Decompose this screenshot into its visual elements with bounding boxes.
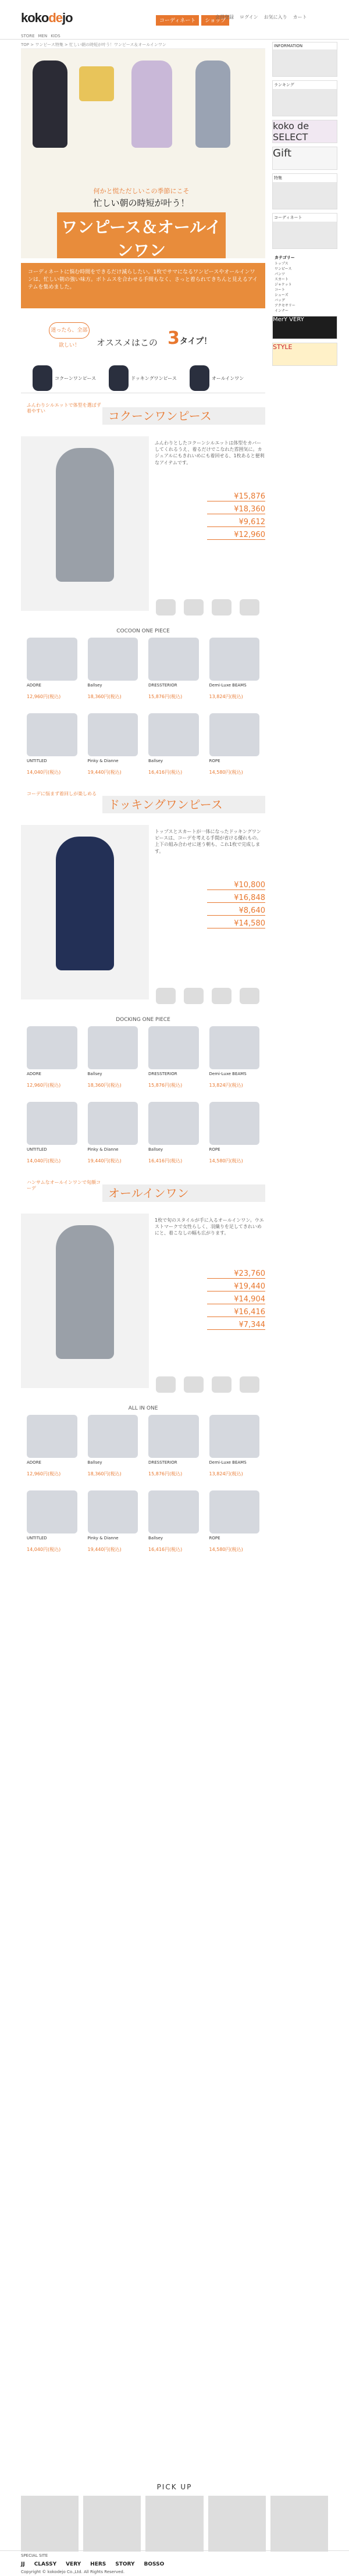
- intro-text: コーディネートに悩む時間をできるだけ減らしたい。1枚でサマになるワンピースやオールインワンは、忙しい朝の強い味方。ボトムスを合わせる手間もなく、さっと着られてきちんと見えるアイテムを集めました。: [21, 263, 265, 308]
- product-grid: [21, 1026, 265, 1170]
- sub-nav: [21, 34, 60, 38]
- product-name: Ballsey: [87, 1072, 102, 1076]
- product-card[interactable]: [88, 1415, 138, 1483]
- product-name: ADORE: [27, 1072, 41, 1076]
- related-item[interactable]: [184, 1376, 204, 1393]
- product-name: Pinky & Dianne: [87, 1147, 119, 1152]
- section-title: コクーンワンピース: [102, 407, 265, 425]
- top-link[interactable]: お気に入り: [263, 15, 287, 20]
- type-label: ドッキングワンピース: [131, 375, 177, 381]
- category-heading: カテゴリー: [275, 255, 295, 260]
- sub-nav-item[interactable]: MEN: [38, 34, 48, 38]
- product-image: [27, 1102, 77, 1145]
- product-card[interactable]: [148, 638, 199, 706]
- feature-photo: [21, 436, 149, 611]
- price-item: [207, 518, 265, 527]
- sidebar-box[interactable]: [272, 42, 337, 77]
- related-item[interactable]: [212, 1376, 232, 1393]
- product-price: 15,876円(税込): [148, 1083, 183, 1088]
- hero-title: ワンピース＆オールインワン: [57, 212, 226, 258]
- hero-line1: 何かと慌ただしいこの季節にこそ: [93, 187, 190, 195]
- price-value: ¥9,612: [238, 518, 265, 526]
- product-price: 16,416円(税込): [148, 770, 183, 775]
- price-item: [207, 492, 265, 501]
- top-link[interactable]: カート: [293, 15, 307, 20]
- product-card[interactable]: [27, 638, 77, 706]
- feature-block: [21, 1214, 265, 1400]
- feature-description: ふんわりとしたコクーンシルエットは体型をカバーしてくれるうえ、着るだけでこなれた雰囲気に。カジュアルにもきれいめにも着回せる、1枚あると便利なアイテムです。: [155, 440, 265, 465]
- price-item: [207, 1269, 265, 1279]
- feature-block: [21, 436, 265, 622]
- price-value: ¥12,960: [234, 531, 265, 539]
- category-item[interactable]: ジャケット: [275, 282, 292, 287]
- garment-image: [56, 837, 114, 970]
- related-item[interactable]: [240, 599, 259, 615]
- product-price: 14,580円(税込): [209, 1158, 243, 1164]
- product-card[interactable]: [209, 1102, 260, 1170]
- feature-sections: [21, 400, 265, 1559]
- product-name: Ballsey: [148, 1147, 163, 1152]
- sidebar-box-body: [273, 182, 337, 209]
- related-item[interactable]: [156, 988, 176, 1004]
- logo-dot: de: [48, 10, 63, 25]
- top-nav-item[interactable]: ショップ: [201, 15, 229, 26]
- sidebar-banner[interactable]: STYLE: [272, 343, 337, 366]
- product-image: [27, 1490, 77, 1533]
- product-price: 18,360円(税込): [87, 694, 122, 699]
- product-card[interactable]: [209, 1026, 260, 1095]
- product-card[interactable]: [88, 638, 138, 706]
- related-item[interactable]: [156, 1376, 176, 1393]
- price-item: [207, 906, 265, 916]
- category-list: [272, 252, 337, 316]
- product-name: Demi-Luxe BEAMS: [209, 683, 247, 688]
- type-docking[interactable]: [109, 365, 177, 391]
- site-footer: [0, 2550, 349, 2576]
- product-image: [148, 713, 199, 756]
- product-name: UNTITLED: [27, 759, 47, 763]
- pickup-heading: PICK UP: [156, 2483, 193, 2491]
- pickup-item[interactable]: [208, 2496, 266, 2552]
- product-card[interactable]: [88, 1026, 138, 1095]
- product-card[interactable]: [27, 1102, 77, 1170]
- product-name: DRESSTERIOR: [148, 683, 177, 688]
- sidebar-box-body: [273, 222, 337, 248]
- top-links: [215, 14, 307, 20]
- feature-photo: [21, 825, 149, 999]
- price-value: ¥10,800: [234, 881, 265, 889]
- hero-copy: [57, 186, 226, 258]
- section-header: [21, 400, 265, 432]
- price-value: ¥18,360: [234, 505, 265, 514]
- pickup-section: [21, 2483, 328, 2552]
- top-link[interactable]: 会員登録: [215, 15, 234, 20]
- dress-image: [195, 61, 230, 148]
- type-thumb: [190, 365, 209, 391]
- product-card[interactable]: [209, 1415, 260, 1483]
- sidebar-box-title: コーディネート: [273, 214, 337, 222]
- product-price: 15,876円(税込): [148, 694, 183, 699]
- footer-logo[interactable]: STORY: [115, 2561, 135, 2567]
- product-price: 12,960円(税込): [27, 694, 61, 699]
- choose-bubble: 迷ったら、全部欲しい！: [49, 322, 90, 339]
- product-card[interactable]: [148, 1490, 199, 1559]
- related-items: [156, 1376, 259, 1393]
- logo-text: koko: [21, 10, 49, 25]
- product-price: 15,876円(税込): [148, 1471, 183, 1476]
- product-name: ADORE: [27, 683, 41, 688]
- section-tagline: ふんわりシルエットで体型を選ばず着やすい: [27, 403, 101, 414]
- product-price: 18,360円(税込): [87, 1471, 122, 1476]
- hero-line2: 忙しい朝の時短が叶う！: [93, 198, 190, 208]
- type-cocoon[interactable]: [33, 365, 96, 391]
- product-name: Ballsey: [148, 759, 163, 763]
- product-name: ROPE: [209, 1147, 220, 1152]
- hero-banner: [21, 49, 265, 258]
- related-item[interactable]: [184, 988, 204, 1004]
- product-name: DRESSTERIOR: [148, 1460, 177, 1465]
- price-item: [207, 1321, 265, 1330]
- sidebar-box[interactable]: [272, 173, 337, 209]
- product-name: Ballsey: [87, 1460, 102, 1465]
- price-value: ¥23,760: [234, 1269, 265, 1278]
- product-price: 13,824円(税込): [209, 1083, 243, 1088]
- breadcrumb: TOP > ワンピース特集 > 忙しい朝の時短が叶う！ワンピース＆オールインワン: [21, 42, 265, 49]
- product-name: ROPE: [209, 1536, 220, 1540]
- section-title: ドッキングワンピース: [102, 796, 265, 813]
- type-label: コクーンワンピース: [55, 375, 97, 381]
- grid-title: COCOON ONE PIECE: [116, 628, 170, 634]
- product-price: 14,040円(税込): [27, 770, 61, 775]
- product-name: DRESSTERIOR: [148, 1072, 177, 1076]
- product-image: [148, 1102, 199, 1145]
- product-image: [148, 1490, 199, 1533]
- price-value: ¥14,580: [234, 919, 265, 928]
- sidebar: [272, 42, 337, 369]
- sidebar-box-body: [273, 89, 337, 116]
- garment-image: [56, 448, 114, 582]
- pickup-item[interactable]: [270, 2496, 328, 2552]
- feature-section: [21, 1177, 265, 1559]
- product-price: 19,440円(税込): [87, 1547, 122, 1552]
- dress-image: [33, 61, 67, 148]
- price-item: [207, 894, 265, 903]
- product-price: 14,040円(税込): [27, 1158, 61, 1164]
- choose-section: [21, 312, 265, 393]
- price-value: ¥19,440: [234, 1282, 265, 1291]
- product-name: UNTITLED: [27, 1536, 47, 1540]
- product-card[interactable]: [88, 713, 138, 782]
- section-tagline: コーデに悩まず着回しが楽しめる: [27, 791, 97, 796]
- type-thumb: [33, 365, 52, 391]
- footer-logo[interactable]: BOSSO: [144, 2561, 165, 2567]
- section-header: [21, 789, 265, 820]
- category-item[interactable]: トップス: [275, 261, 289, 266]
- product-image: [148, 1415, 199, 1458]
- product-image: [88, 1415, 138, 1458]
- choose-count: [168, 328, 212, 348]
- product-image: [88, 713, 138, 756]
- related-items: [156, 988, 259, 1004]
- related-item[interactable]: [156, 599, 176, 615]
- section-title: オールインワン: [102, 1184, 265, 1202]
- product-card[interactable]: [209, 1490, 260, 1559]
- price-item: [207, 1308, 265, 1317]
- price-item: [207, 531, 265, 540]
- product-card[interactable]: [27, 1490, 77, 1559]
- product-card[interactable]: [148, 713, 199, 782]
- sidebar-box-title: INFORMATION: [273, 42, 337, 49]
- grid-title: DOCKING ONE PIECE: [116, 1017, 170, 1023]
- feature-description: トップスとスカートが一体になったドッキングワンピースは、コーデを考える手間が省ける優れもの。上下の組み合わせに迷う朝も、これ1枚で完成します。: [155, 829, 261, 854]
- product-card[interactable]: [148, 1026, 199, 1095]
- pickup-item[interactable]: [145, 2496, 203, 2552]
- pickup-item[interactable]: [83, 2496, 141, 2552]
- product-price: 12,960円(税込): [27, 1471, 61, 1476]
- dress-image: [131, 61, 172, 148]
- pickup-item[interactable]: [21, 2496, 79, 2552]
- choose-count-value: 3: [168, 328, 180, 348]
- category-items: [275, 261, 335, 314]
- related-item[interactable]: [240, 988, 259, 1004]
- product-card[interactable]: [209, 638, 260, 706]
- category-item[interactable]: パンツ: [275, 272, 286, 276]
- product-image: [209, 1490, 260, 1533]
- related-item[interactable]: [212, 988, 232, 1004]
- category-item[interactable]: シューズ: [275, 293, 289, 297]
- sidebar-banner[interactable]: MerY VERY: [272, 316, 337, 339]
- product-price: 18,360円(税込): [87, 1083, 122, 1088]
- product-price: 14,040円(税込): [27, 1547, 61, 1552]
- section-header: [21, 1177, 265, 1209]
- footer-logo[interactable]: CLASSY: [34, 2561, 57, 2567]
- choose-heading: [97, 336, 158, 348]
- feature-photo: [21, 1214, 149, 1388]
- product-card[interactable]: [148, 1415, 199, 1483]
- choose-suffix: タイプ！: [179, 337, 212, 346]
- price-item: [207, 919, 265, 928]
- product-name: UNTITLED: [27, 1147, 47, 1152]
- product-name: ADORE: [27, 1460, 41, 1465]
- sidebar-box-title: ランキング: [273, 81, 337, 89]
- price-list: [207, 1269, 265, 1333]
- price-value: ¥15,876: [234, 492, 265, 501]
- product-image: [88, 1490, 138, 1533]
- related-item[interactable]: [240, 1376, 259, 1393]
- price-value: ¥16,416: [234, 1308, 265, 1317]
- footer-logos: [21, 2561, 328, 2567]
- category-item[interactable]: アクセサリー: [275, 303, 295, 308]
- sidebar-box-body: [273, 49, 337, 76]
- product-name: ROPE: [209, 759, 220, 763]
- feature-section: [21, 789, 265, 1170]
- category-item[interactable]: コート: [275, 287, 286, 292]
- product-name: Ballsey: [87, 683, 102, 688]
- product-price: 14,580円(税込): [209, 770, 243, 775]
- site-header: [0, 0, 349, 40]
- product-image: [209, 713, 260, 756]
- sidebar-box-title: 特集: [273, 174, 337, 182]
- category-item[interactable]: ワンピース: [275, 266, 292, 271]
- section-tagline: ハンサムなオールインワンで旬顔コーデ: [27, 1180, 101, 1191]
- sidebar-box[interactable]: [272, 213, 337, 249]
- price-list: [207, 881, 265, 932]
- top-link[interactable]: ログイン: [240, 15, 258, 20]
- sidebar-banner[interactable]: koko de SELECT: [272, 120, 337, 143]
- product-card[interactable]: [27, 1026, 77, 1095]
- product-image: [148, 638, 199, 681]
- price-item: [207, 881, 265, 890]
- footer-logo[interactable]: HERS: [90, 2561, 106, 2567]
- type-list: [33, 365, 244, 391]
- product-card[interactable]: [27, 1415, 77, 1483]
- product-image: [209, 638, 260, 681]
- category-item[interactable]: スカート: [275, 277, 289, 282]
- product-price: 13,824円(税込): [209, 1471, 243, 1476]
- product-price: 13,824円(税込): [209, 694, 243, 699]
- price-item: [207, 505, 265, 514]
- product-card[interactable]: [209, 713, 260, 782]
- grid-title: ALL IN ONE: [128, 1406, 158, 1411]
- price-item: [207, 1282, 265, 1291]
- footer-label: SPECIAL SITE: [21, 2553, 48, 2558]
- product-price: 16,416円(税込): [148, 1547, 183, 1552]
- sub-nav-item[interactable]: STORE: [21, 34, 35, 38]
- sidebar-banner[interactable]: Gift: [272, 147, 337, 170]
- product-image: [209, 1026, 260, 1069]
- main-content: [21, 49, 265, 1559]
- price-item: [207, 1295, 265, 1304]
- product-image: [209, 1415, 260, 1458]
- logo-end: jo: [62, 10, 73, 25]
- product-name: Demi-Luxe BEAMS: [209, 1460, 247, 1465]
- footer-logo[interactable]: VERY: [66, 2561, 81, 2567]
- choose-heading-text: オススメはこの: [97, 337, 158, 348]
- garment-image: [56, 1225, 114, 1359]
- type-label: オールインワン: [211, 375, 244, 381]
- product-price: 14,580円(税込): [209, 1547, 243, 1552]
- footer-copyright: Copyright © kokodejo Co.,Ltd. All Rights Reserved.: [21, 2570, 125, 2574]
- product-price: 19,440円(税込): [87, 770, 122, 775]
- price-list: [207, 492, 265, 543]
- top-nav-item[interactable]: コーディネート: [156, 15, 199, 26]
- related-item[interactable]: [212, 599, 232, 615]
- product-card[interactable]: [27, 713, 77, 782]
- site-logo[interactable]: [21, 10, 73, 26]
- product-card[interactable]: [88, 1490, 138, 1559]
- product-image: [27, 1026, 77, 1069]
- sidebar-box[interactable]: [272, 80, 337, 116]
- price-value: ¥16,848: [234, 894, 265, 902]
- product-name: Ballsey: [148, 1536, 163, 1540]
- footer-logo[interactable]: JJ: [21, 2561, 25, 2567]
- product-name: Pinky & Dianne: [87, 759, 119, 763]
- product-grid: [21, 1415, 265, 1559]
- product-image: [88, 1026, 138, 1069]
- feature-section: [21, 400, 265, 782]
- product-image: [27, 638, 77, 681]
- feature-block: [21, 825, 265, 1011]
- product-image: [148, 1026, 199, 1069]
- product-price: 16,416円(税込): [148, 1158, 183, 1164]
- related-item[interactable]: [184, 599, 204, 615]
- product-price: 19,440円(税込): [87, 1158, 122, 1164]
- product-image: [88, 638, 138, 681]
- type-thumb: [109, 365, 129, 391]
- sub-nav-item[interactable]: KIDS: [51, 34, 60, 38]
- product-image: [88, 1102, 138, 1145]
- price-value: ¥7,344: [238, 1321, 265, 1329]
- category-item[interactable]: バッグ: [275, 298, 286, 303]
- product-name: Demi-Luxe BEAMS: [209, 1072, 247, 1076]
- product-image: [27, 1415, 77, 1458]
- price-value: ¥14,904: [234, 1295, 265, 1304]
- price-value: ¥8,640: [238, 906, 265, 915]
- category-item[interactable]: インナー: [275, 308, 289, 313]
- product-card[interactable]: [88, 1102, 138, 1170]
- product-card[interactable]: [148, 1102, 199, 1170]
- bag-image: [79, 66, 114, 101]
- product-image: [27, 713, 77, 756]
- product-price: 12,960円(税込): [27, 1083, 61, 1088]
- type-allinone[interactable]: [190, 365, 244, 391]
- product-image: [209, 1102, 260, 1145]
- product-grid: [21, 638, 265, 782]
- feature-description: 1枚で旬のスタイルが手に入るオールインワン。ウエストマークで女性らしく、羽織りを足してきれいめにと、着こなしの幅も広がります。: [155, 1218, 264, 1236]
- product-name: Pinky & Dianne: [87, 1536, 119, 1540]
- related-items: [156, 599, 259, 615]
- pickup-row: [21, 2496, 328, 2552]
